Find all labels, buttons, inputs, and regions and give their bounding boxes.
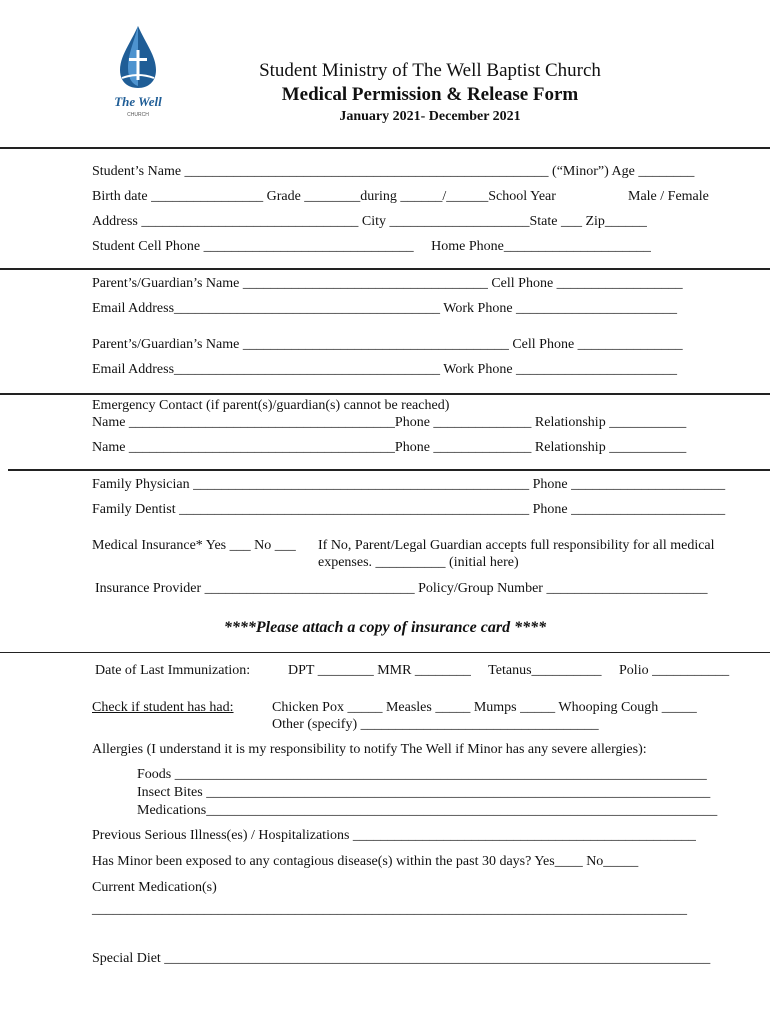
insurance-provider-field[interactable]: Insurance Provider ______________________________ Policy/Group Number _______________________ <box>95 581 708 596</box>
childhood-illness-field[interactable]: Chicken Pox _____ Measles _____ Mumps _____ Whooping Cough _____ <box>272 700 697 715</box>
emergency-heading: Emergency Contact (if parent(s)/guardian(s) cannot be reached) <box>92 398 450 413</box>
medication-allergies-field[interactable]: Medications_________________________________________________________________________ <box>137 803 718 818</box>
previous-illness-field[interactable]: Previous Serious Illness(es) / Hospitalizations _________________________________________________ <box>92 828 696 843</box>
allergies-heading: Allergies (I understand it is my responsibility to notify The Well if Minor has any severe allergies): <box>92 742 647 757</box>
medical-insurance-field[interactable]: Medical Insurance* Yes ___ No ___ <box>92 538 296 553</box>
form-title: Medical Permission & Release Form <box>281 84 579 105</box>
current-medication-label: Current Medication(s) <box>92 880 217 895</box>
family-dentist-field[interactable]: Family Dentist __________________________________________________ Phone ______________________ <box>92 502 726 517</box>
section-divider <box>0 268 770 270</box>
birth-date-field[interactable]: Birth date ________________ Grade ________during ______/______School Year <box>92 189 556 204</box>
insect-allergies-field[interactable]: Insect Bites ________________________________________________________________________ <box>137 785 711 800</box>
immunization-label: Date of Last Immunization: <box>95 663 251 678</box>
contagious-exposure-field[interactable]: Has Minor been exposed to any contagious disease(s) within the past 30 days? Yes____ No_____ <box>92 854 639 869</box>
guardian-2-name-field[interactable]: Parent’s/Guardian’s Name ______________________________________ Cell Phone _______________ <box>92 337 683 352</box>
insurance-card-notice: ****Please attach a copy of insurance card **** <box>223 619 547 636</box>
insurance-responsibility-text: If No, Parent/Legal Guardian accepts full responsibility for all medical <box>318 538 715 553</box>
check-history-label: Check if student has had: <box>92 700 234 715</box>
other-illness-field[interactable]: Other (specify) __________________________________ <box>272 717 599 732</box>
address-field[interactable]: Address _______________________________ City ____________________State ___ Zip______ <box>92 214 647 229</box>
student-name-field[interactable]: Student’s Name ____________________________________________________ (“Minor”) Age ________ <box>92 164 695 179</box>
family-physician-field[interactable]: Family Physician ________________________________________________ Phone ______________________ <box>92 477 726 492</box>
emergency-contact-1-field[interactable]: Name ______________________________________Phone ______________ Relationship ___________ <box>92 415 687 430</box>
logo-name: The Well <box>114 94 162 109</box>
gender-field[interactable]: Male / Female <box>628 189 709 204</box>
section-divider <box>8 469 770 471</box>
guardian-2-email-field[interactable]: Email Address______________________________________ Work Phone _______________________ <box>92 362 678 377</box>
food-allergies-field[interactable]: Foods ____________________________________________________________________________ <box>137 767 707 782</box>
section-divider <box>0 393 770 395</box>
insurance-initial-field[interactable]: expenses. __________ (initial here) <box>318 555 519 570</box>
section-divider <box>0 652 770 653</box>
immunization-dates-field[interactable]: DPT ________ MMR ________ Tetanus__________ Polio ___________ <box>288 663 730 678</box>
section-divider <box>0 147 770 149</box>
guardian-1-name-field[interactable]: Parent’s/Guardian’s Name ___________________________________ Cell Phone __________________ <box>92 276 683 291</box>
guardian-1-email-field[interactable]: Email Address______________________________________ Work Phone _______________________ <box>92 301 678 316</box>
student-phone-field[interactable]: Student Cell Phone ______________________________ Home Phone_____________________ <box>92 239 651 254</box>
special-diet-field[interactable]: Special Diet ______________________________________________________________________________ <box>92 951 711 966</box>
emergency-contact-2-field[interactable]: Name ______________________________________Phone ______________ Relationship ___________ <box>92 440 687 455</box>
form-dates: January 2021- December 2021 <box>339 109 521 124</box>
church-logo <box>108 22 168 122</box>
organization-name: Student Ministry of The Well Baptist Church <box>259 60 601 81</box>
logo-subtitle: CHURCH <box>127 112 149 118</box>
current-medication-field[interactable]: _____________________________________________________________________________________ <box>92 902 687 917</box>
